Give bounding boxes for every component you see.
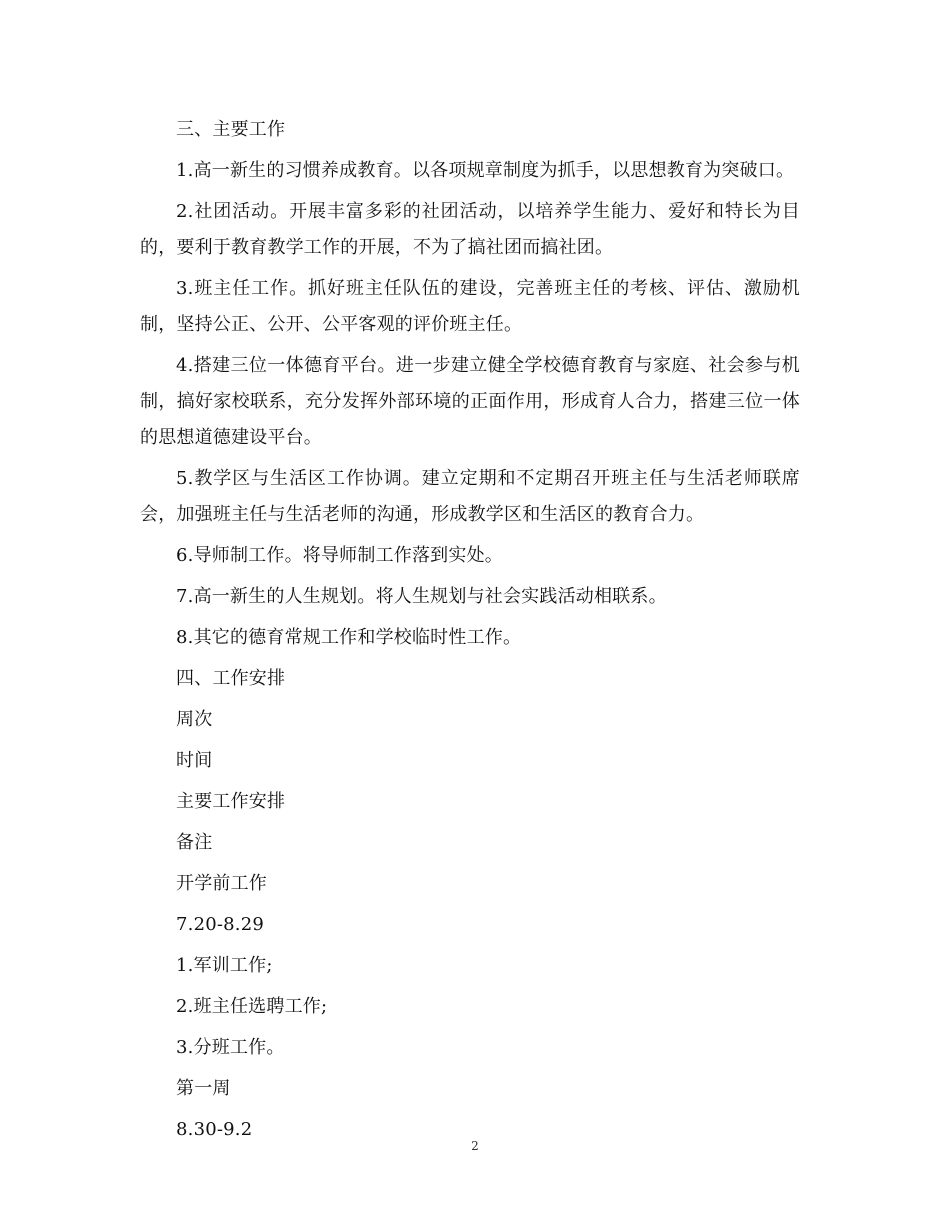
paragraph-item-6: 6.导师制工作。将导师制工作落到实处。 [176,545,503,566]
document-body [140,112,800,1153]
paragraph-item-5: 5.教学区与生活区工作协调。建立定期和不定期召开班主任与生活老师联席会，加强班主任与生活老师的沟通，形成教学区和生活区的教育合力。 [140,468,800,525]
page-number: 2 [471,1139,479,1153]
paragraph-item-4: 4.搭建三位一体德育平台。进一步建立健全学校德育教育与家庭、社会参与机制，搞好家校联系，充分发挥外部环境的正面作用，形成育人合力，搭建三位一体的思想道德建设平台。 [140,355,800,448]
schedule-time-pre-term: 7.20-8.29 [176,914,265,935]
paragraph-item-2: 2.社团活动。开展丰富多彩的社团活动，以培养学生能力、爱好和特长为目的，要利于教育教学工作的开展，不为了搞社团而搞社团。 [140,201,800,258]
schedule-week-pre-term: 开学前工作 [176,873,267,894]
schedule-header-remarks: 备注 [176,832,213,853]
paragraph-item-8: 8.其它的德育常规工作和学校临时性工作。 [176,627,522,648]
section-heading-main-work: 三、主要工作 [176,119,286,140]
schedule-task-class-division: 3.分班工作。 [176,1037,285,1058]
section-heading-schedule: 四、工作安排 [176,668,286,689]
schedule-header-main-work: 主要工作安排 [176,791,286,812]
paragraph-item-1: 1.高一新生的习惯养成教育。以各项规章制度为抓手，以思想教育为突破口。 [176,160,795,181]
schedule-header-time: 时间 [176,750,213,771]
schedule-header-week: 周次 [176,709,213,730]
schedule-task-teacher-selection: 2.班主任选聘工作; [176,996,328,1017]
paragraph-item-3: 3.班主任工作。抓好班主任队伍的建设，完善班主任的考核、评估、激励机制，坚持公正、公开、公平客观的评价班主任。 [140,278,800,335]
schedule-task-military-training: 1.军训工作; [176,955,273,976]
schedule-week-one: 第一周 [176,1078,231,1099]
paragraph-item-7: 7.高一新生的人生规划。将人生规划与社会实践活动相联系。 [176,586,667,607]
schedule-time-week-one: 8.30-9.2 [176,1119,253,1140]
